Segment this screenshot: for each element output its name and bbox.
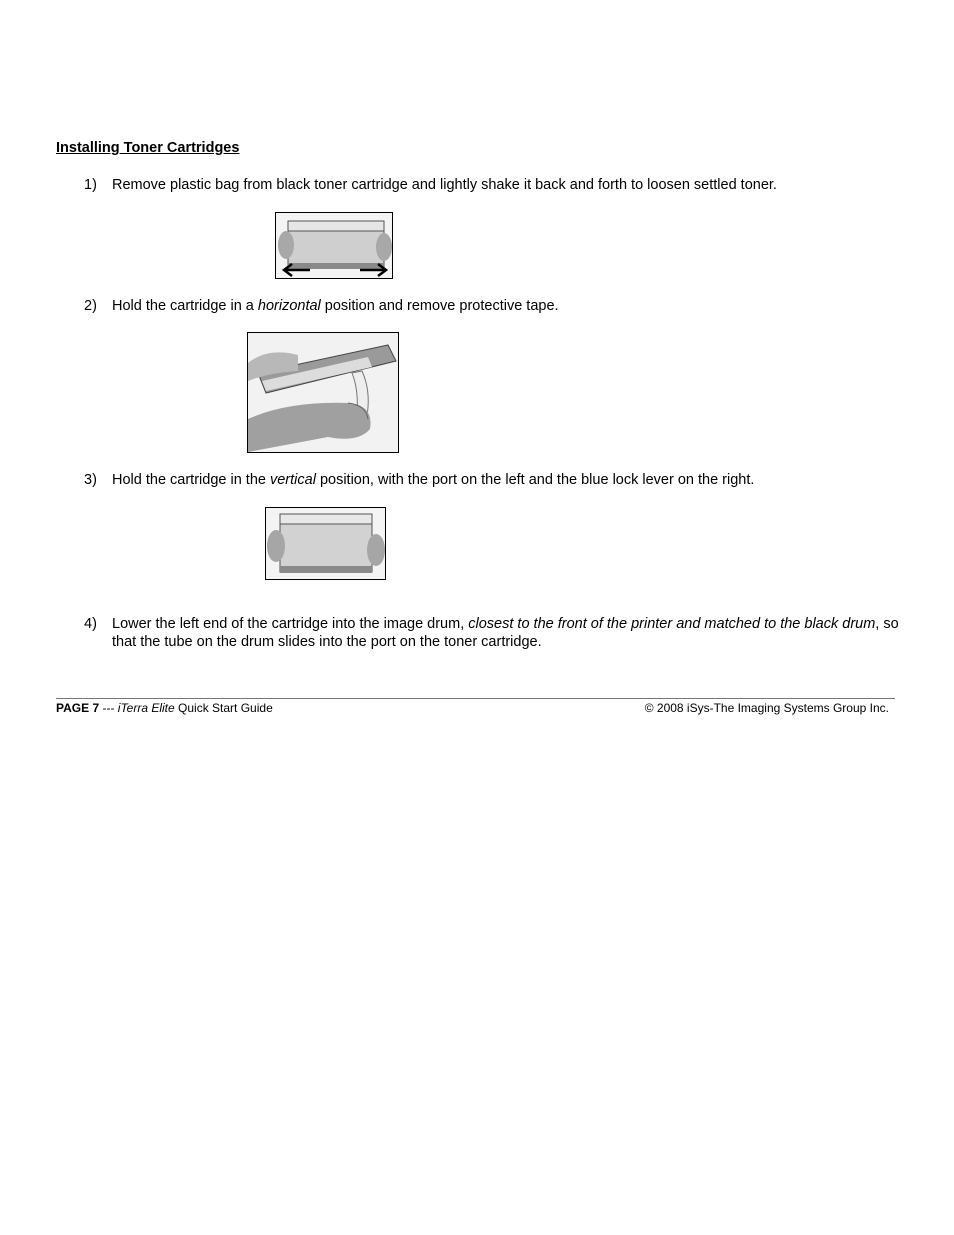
step-number: 3): [84, 472, 97, 488]
step-text: [112, 615, 899, 651]
emphasis-text: horizontal: [257, 298, 321, 314]
remove-tape-photo: [247, 332, 399, 453]
vertical-cartridge-photo: [265, 507, 386, 580]
text-run: position and remove protective tape.: [320, 298, 559, 314]
text-run: , so that the tube on the drum slides into the port on the toner cartridge.: [112, 616, 899, 650]
step-2: [84, 297, 899, 315]
vertical-cartridge-illustration: [266, 508, 385, 579]
text-run: Hold the cartridge in the: [112, 472, 270, 488]
text-run: Lower the left end of the cartridge into the image drum,: [112, 616, 469, 632]
step-number: 1): [84, 177, 97, 193]
section-heading: Installing Toner Cartridges: [56, 140, 240, 156]
emphasis-text: vertical: [269, 472, 316, 488]
footer-guide-title: Quick Start Guide: [174, 701, 273, 715]
emphasis-text: closest to the front of the printer and matched to the black drum: [468, 616, 876, 632]
text-run: position, with the port on the left and the blue lock lever on the right.: [315, 472, 755, 488]
footer-divider: [56, 698, 895, 699]
text-run: Hold the cartridge in a: [112, 298, 258, 314]
step-number: 4): [84, 616, 97, 632]
footer-separator: ---: [99, 701, 118, 715]
text-run: Remove plastic bag from black toner cartridge and lightly shake it back and forth to loosen settled toner.: [112, 177, 777, 193]
shake-cartridge-photo: [275, 212, 393, 279]
footer-product-name: iTerra Elite: [117, 701, 175, 715]
step-number: 2): [84, 298, 97, 314]
step-3: [84, 471, 899, 489]
step-text: [112, 471, 899, 489]
footer-page-info: [56, 701, 273, 715]
step-text: [112, 297, 899, 315]
remove-tape-illustration: [248, 333, 398, 452]
footer-page-label: PAGE 7: [56, 701, 100, 715]
shake-cartridge-illustration: [276, 213, 392, 278]
step-text: [112, 176, 899, 194]
step-4: [84, 615, 899, 651]
step-1: [84, 176, 899, 194]
footer-copyright: © 2008 iSys-The Imaging Systems Group Inc.: [644, 701, 889, 715]
